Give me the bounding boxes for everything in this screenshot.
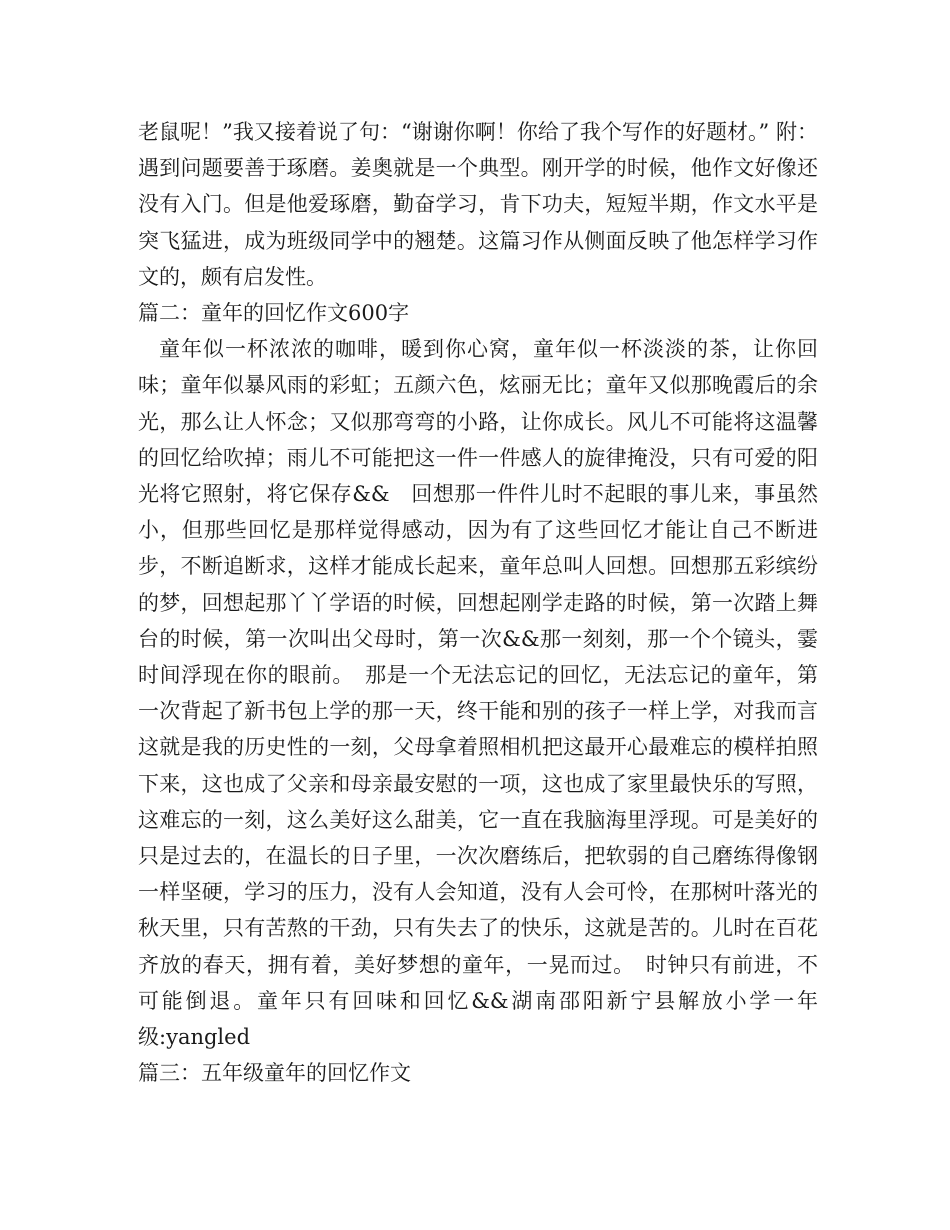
essay-paragraph-2: 童年似一杯浓浓的咖啡，暖到你心窝，童年似一杯淡淡的茶，让你回味；童年似暴风雨的彩虹；五颜六色，炫丽无比；童年又似那晚霞后的余光，那么让人怀念；又似那弯弯的小路，让你成长。风儿不可能将这温馨的回忆给吹掉；雨儿不可能把这一件一件感人的旋律掩没，只有可爱的阳光将它照射，将它保存&& 回想那一件件儿时不起眼的事儿来，事虽然小，但那些回忆是那样觉得感动，因为有了这些回忆才能让自己不断进步，不断追断求，这样才能成长起来，童年总叫人回想。回想那五彩缤纷的梦，回想起那丫丫学语的时候，回想起刚学走路的时候，第一次踏上舞台的时候，第一次叫出父母时，第一次&&那一刻刻，那一个个镜头，霎时间浮现在你的眼前。 那是一个无法忘记的回忆，无法忘记的童年，第一次背起了新书包上学的那一天，终干能和别的孩子一样上学，对我而言这就是我的历史性的一刻，父母拿着照相机把这最开心最难忘的模样拍照下来，这也成了父亲和母亲最安慰的一项，这也成了家里最快乐的写照，这难忘的一刻，这么美好这么甜美，它一直在我脑海里浮现。可是美好的只是过去的，在温长的日子里，一次次磨练后，把软弱的自己磨练得像钢一样坚硬，学习的压力，没有人会知道，没有人会可怜，在那树叶落光的秋天里，只有苦熬的干劲，只有失去了的快乐，这就是苦的。儿时在百花齐放的春天，拥有着，美好梦想的童年，一晃而过。 时钟只有前进，不可能倒退。童年只有回味和回忆&&湖南邵阳新宁县解放小学一年级:yangled (138, 337, 818, 1050)
section-heading-2: 篇二：童年的回忆作文600字 (138, 301, 410, 326)
section-heading-3: 篇三：五年级童年的回忆作文 (138, 1061, 411, 1086)
document-body (138, 114, 818, 1091)
essay-paragraph-1: 老鼠呢！”我又接着说了句：“谢谢你啊！你给了我个写作的好题材。” 附：遇到问题要善于琢磨。姜奥就是一个典型。刚开学的时候，他作文好像还没有入门。但是他爱琢磨，勤奋学习，肯下功夫，短短半期，作文水平是突飞猛进，成为班级同学中的翘楚。这篇习作从侧面反映了他怎样学习作文的，颇有启发性。 (138, 120, 818, 289)
